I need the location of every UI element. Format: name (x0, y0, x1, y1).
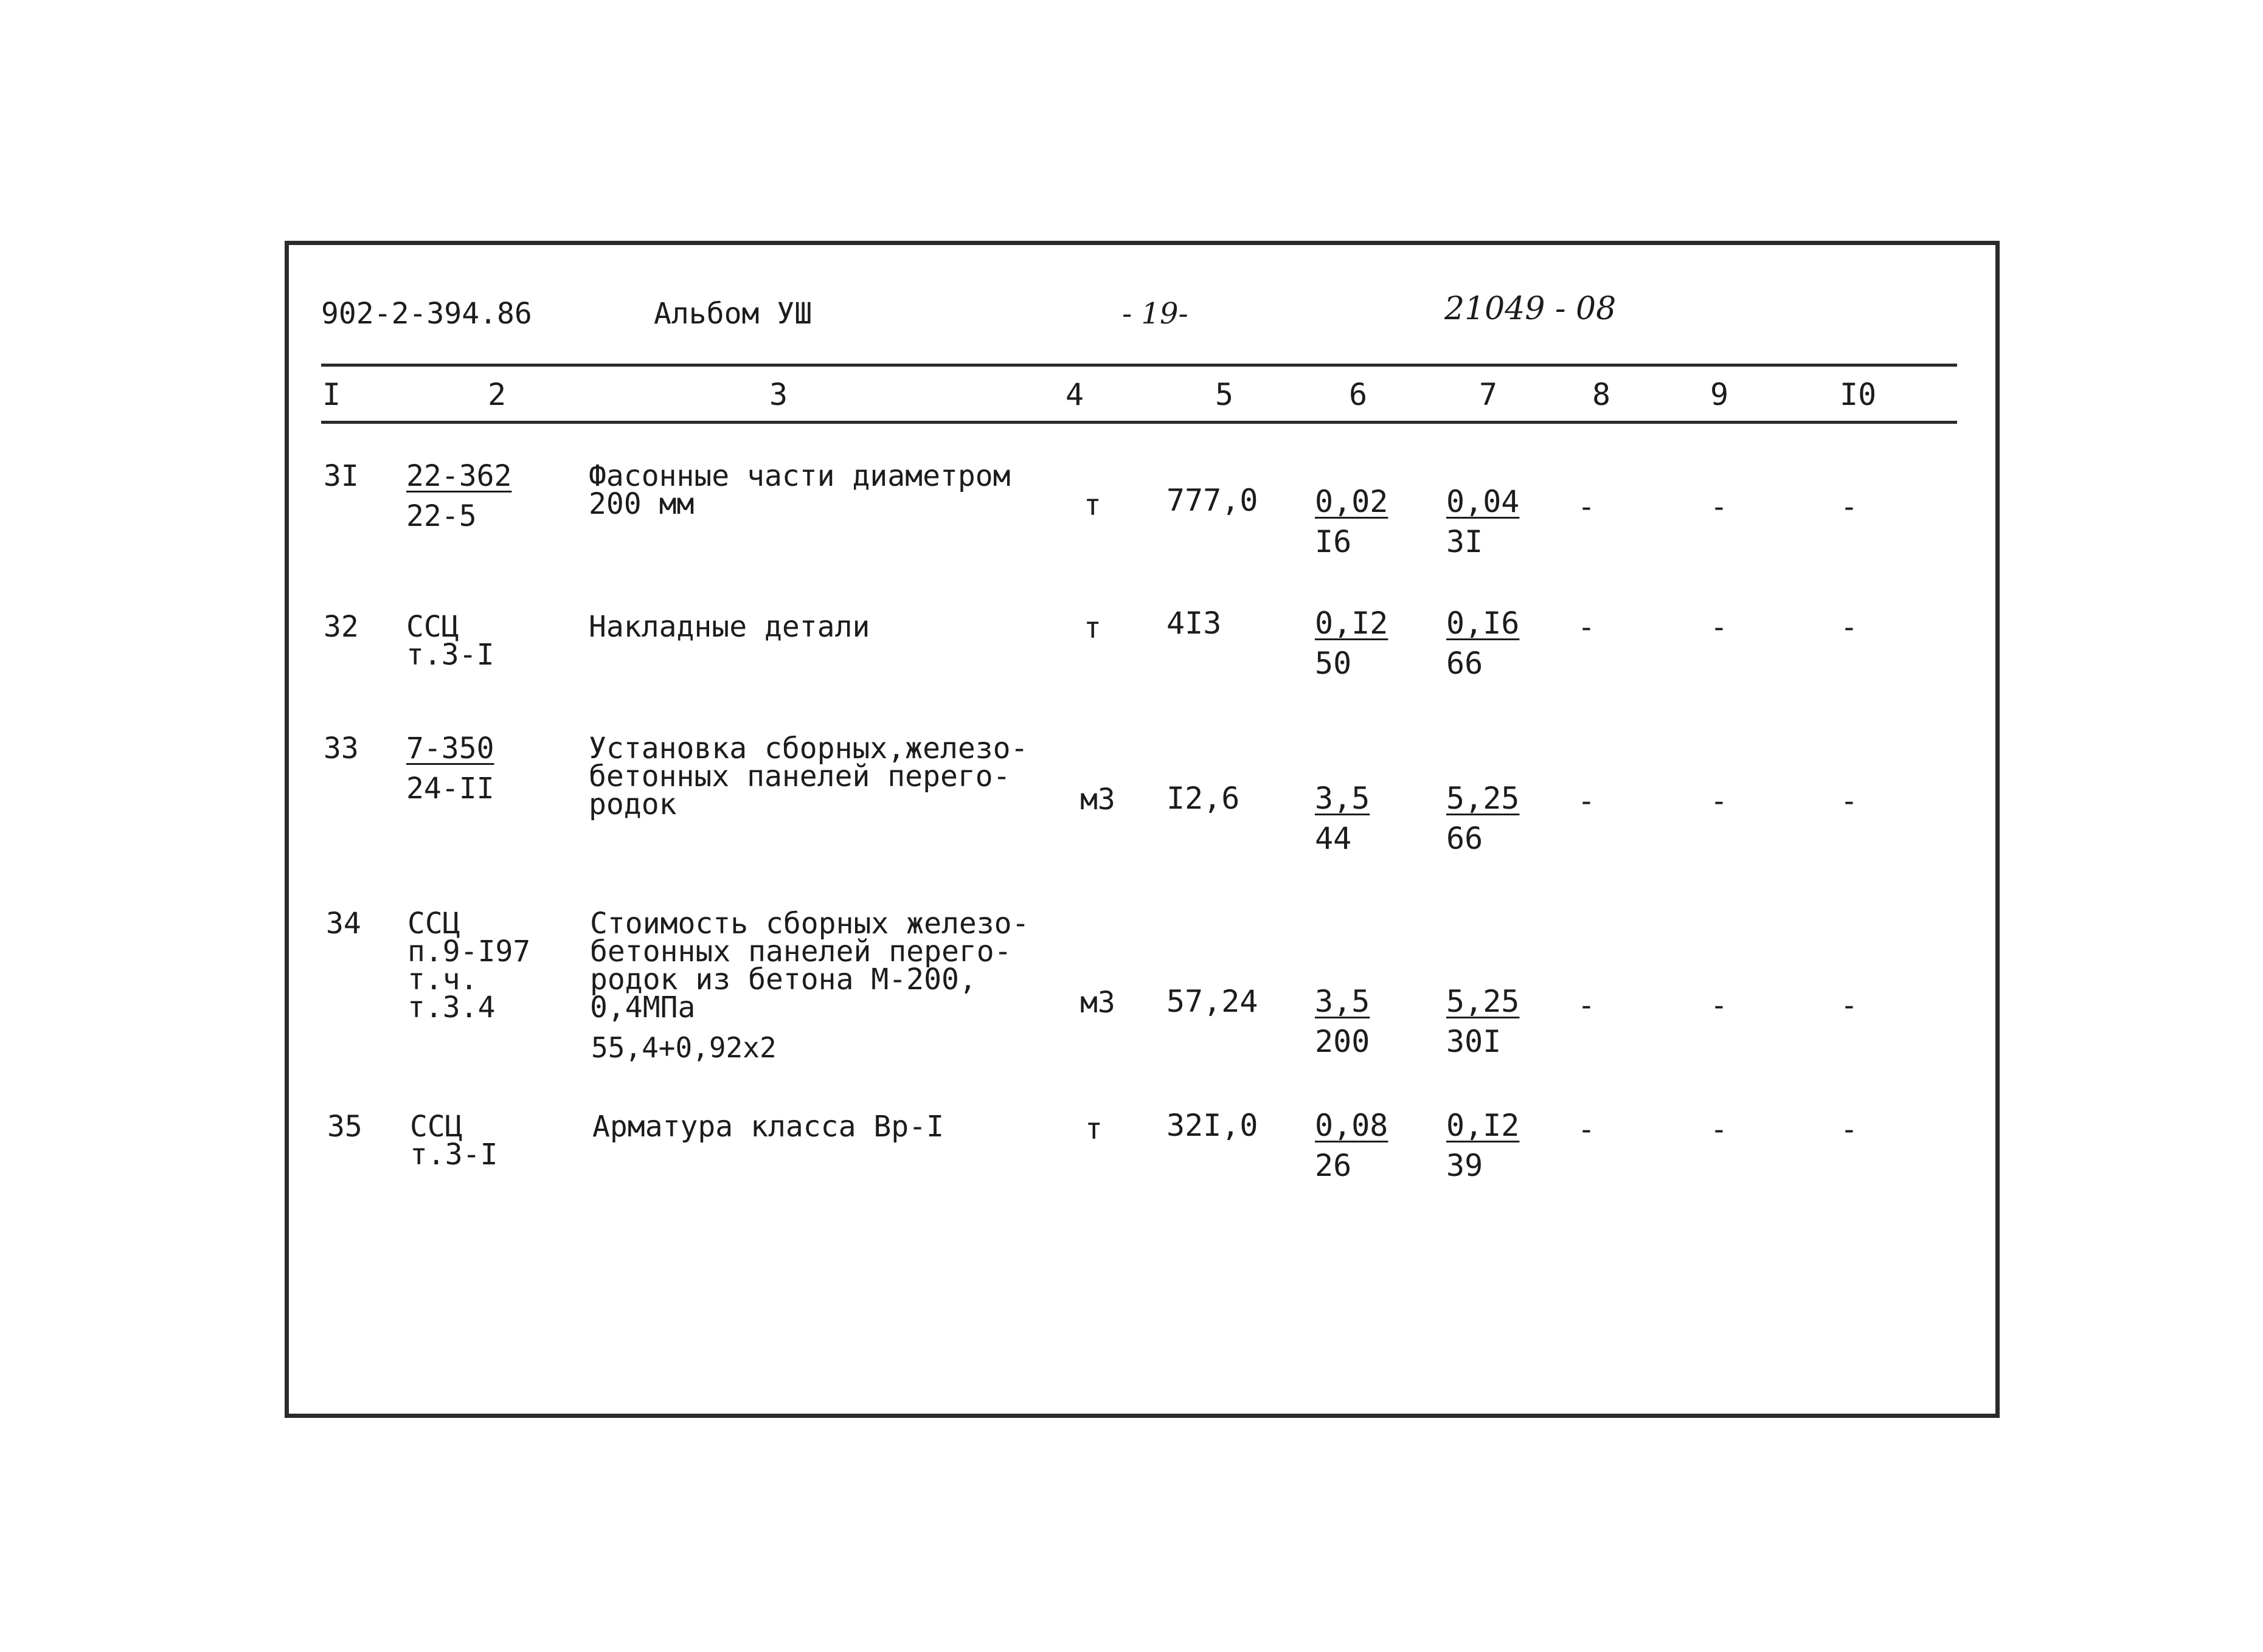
row-name-line-2: бетонных панелей перего- (590, 935, 1012, 969)
row-col10: - (1840, 490, 1858, 524)
row-ref-line-2: 24-II (406, 772, 494, 806)
row-number: 35 (327, 1110, 362, 1144)
row-ref-line-2: п.9-I97 (407, 935, 531, 969)
row-name-line-1: Фасонные части диаметром (589, 459, 1011, 493)
row-unit: т (1084, 611, 1101, 645)
row-unit: т (1084, 488, 1101, 522)
row-col10: - (1840, 1113, 1858, 1147)
row-unit: т (1085, 1112, 1103, 1146)
col-3: 3 (769, 377, 788, 412)
row-ref-line-1: ССЦ (410, 1110, 463, 1144)
row-col9: - (1710, 1113, 1728, 1147)
col-5: 5 (1215, 377, 1234, 412)
row-col8: - (1578, 610, 1595, 645)
row-col8: - (1578, 1113, 1595, 1147)
row-col10: - (1840, 989, 1858, 1023)
row-col8: - (1578, 989, 1595, 1023)
row-col6-bottom: I6 (1315, 524, 1352, 559)
row-col6-top: 0,08 (1315, 1108, 1388, 1143)
row-col6-bottom: 26 (1315, 1148, 1352, 1183)
row-col6-bottom: 50 (1315, 646, 1352, 681)
doc-code: 902-2-394.86 (321, 297, 532, 331)
row-name-line-4: 0,4МПа (590, 990, 696, 1025)
row-col9: - (1710, 490, 1728, 524)
row-name-line-1: Стоимость сборных железо- (590, 907, 1030, 941)
col-9: 9 (1710, 377, 1729, 412)
row-name-line-3: родок из бетона М-200, (590, 963, 977, 997)
row-col6-top: 0,02 (1315, 484, 1388, 519)
row-name-line-2: 200 мм (589, 487, 695, 521)
col-6: 6 (1349, 377, 1368, 412)
row-col6-top: 0,I2 (1315, 606, 1388, 641)
album-label: Альбом УШ (654, 297, 813, 331)
row-name-line-2: бетонных панелей перего- (589, 759, 1011, 793)
row-ref-line-1: ССЦ (406, 610, 459, 644)
row-number: 3I (324, 459, 359, 493)
row-col8: - (1578, 784, 1595, 818)
row-price: 57,24 (1166, 984, 1258, 1019)
page-frame (285, 241, 2000, 1418)
row-name-line-1: Накладные детали (589, 610, 870, 644)
row-number: 34 (326, 907, 361, 941)
row-col6-top: 3,5 (1315, 984, 1370, 1019)
col-4: 4 (1066, 377, 1084, 412)
row-ref-line-2: т.3-I (410, 1138, 498, 1172)
row-ref-line-2: т.3-I (406, 638, 494, 672)
row-formula: 55,4+0,92х2 (591, 1031, 777, 1064)
inventory-number: 21049 - 08 (1444, 291, 1617, 327)
page-number: - 19- (1122, 297, 1188, 331)
row-col7-bottom: 39 (1446, 1148, 1483, 1183)
col-10: I0 (1840, 377, 1877, 412)
row-col10: - (1840, 784, 1858, 818)
row-price: 32I,0 (1166, 1108, 1258, 1143)
row-unit: м3 (1080, 986, 1115, 1020)
row-col8: - (1578, 490, 1595, 524)
row-price: 4I3 (1166, 606, 1222, 641)
row-col7-bottom: 66 (1446, 646, 1483, 681)
row-col7-top: 5,25 (1446, 781, 1520, 816)
row-unit: м3 (1080, 783, 1115, 817)
row-col7-top: 0,I6 (1446, 606, 1520, 641)
row-ref-line-2: 22-5 (406, 499, 477, 533)
row-col6-bottom: 200 (1315, 1024, 1370, 1059)
row-ref-line-1: 22-362 (406, 459, 512, 493)
row-ref-line-1: ССЦ (407, 907, 460, 941)
header-top-rule (321, 364, 1957, 367)
row-name-line-1: Установка сборных,железо- (589, 731, 1028, 766)
row-col7-top: 0,04 (1446, 484, 1520, 519)
row-col9: - (1710, 610, 1728, 645)
row-col6-top: 3,5 (1315, 781, 1370, 816)
row-col7-bottom: 66 (1446, 821, 1483, 856)
row-col7-bottom: 3I (1446, 524, 1483, 559)
row-col7-bottom: 30I (1446, 1024, 1502, 1059)
row-number: 32 (324, 610, 359, 644)
row-col9: - (1710, 989, 1728, 1023)
col-1: I (322, 377, 341, 412)
row-number: 33 (324, 731, 359, 766)
row-ref-line-1: 7-350 (406, 731, 494, 766)
header-bottom-rule (321, 421, 1957, 424)
row-ref-line-3: т.ч. (407, 963, 478, 997)
row-name-line-1: Арматура класса Вр-I (592, 1110, 944, 1144)
col-7: 7 (1479, 377, 1498, 412)
row-price: I2,6 (1166, 781, 1240, 816)
row-col6-bottom: 44 (1315, 821, 1352, 856)
col-2: 2 (488, 377, 507, 412)
row-col10: - (1840, 610, 1858, 645)
row-ref-line-4: т.3.4 (407, 990, 496, 1025)
row-price: 777,0 (1166, 483, 1258, 518)
row-col7-top: 5,25 (1446, 984, 1520, 1019)
col-8: 8 (1592, 377, 1611, 412)
row-col9: - (1710, 784, 1728, 818)
row-col7-top: 0,I2 (1446, 1108, 1520, 1143)
row-name-line-3: родок (589, 787, 677, 821)
